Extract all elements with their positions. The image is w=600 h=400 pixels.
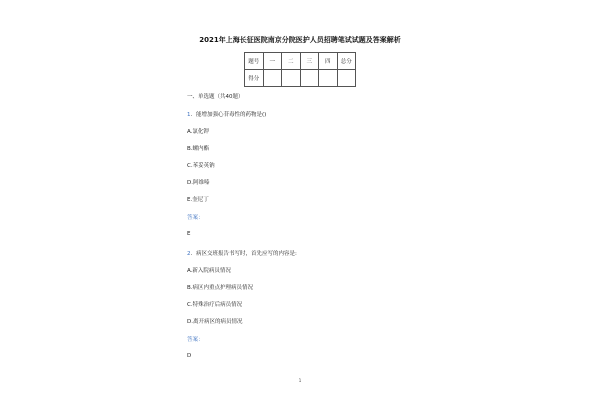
question-2-option-c: C.特殊治疗后病员情况	[187, 302, 243, 308]
question-1-option-d: D.阿维嗪	[187, 180, 210, 186]
question-1-option-a: A.氯化钾	[187, 129, 209, 135]
question-2-option-a: A.新入院病员情况	[187, 268, 231, 274]
score-table-header-cell: 三	[300, 53, 319, 70]
score-table-empty-cell	[337, 70, 356, 87]
score-table-empty-cell	[319, 70, 338, 87]
question-text: ．能增加强心苷毒性的药物是()	[190, 112, 267, 118]
page-number: 1	[298, 378, 302, 383]
question-1-stem	[187, 110, 266, 118]
question-2-answer: D	[187, 353, 192, 359]
score-table-header-cell: 四	[319, 53, 338, 70]
question-1-option-e: E.奎尼丁	[187, 197, 209, 203]
question-2-option-b: B.病区内重点护理病员情况	[187, 285, 254, 291]
section-heading: 一、单选题（共40题）	[187, 94, 244, 100]
score-table-header-cell: 题号	[245, 53, 264, 70]
question-2-stem	[187, 249, 297, 257]
score-table-empty-cell	[282, 70, 301, 87]
question-text: ．病区交班报告书写时，首先应写的内容是:	[190, 251, 297, 257]
question-2-answer-label: 答案：	[187, 337, 204, 343]
question-number: 2	[187, 251, 191, 257]
question-number: 1	[187, 112, 191, 118]
score-table-empty-cell	[300, 70, 319, 87]
score-table	[244, 52, 356, 87]
question-1-option-b: B.螺内酯	[187, 146, 210, 152]
page-title: 2021年上海长征医院南京分院医护人员招聘笔试试题及答案解析	[199, 36, 401, 44]
question-1-option-c: C.苯妥英钠	[187, 163, 215, 169]
score-table-header-cell: 一	[263, 53, 282, 70]
score-table-row-label: 得分	[245, 70, 264, 87]
question-1-answer: E	[187, 231, 191, 237]
score-table-header-cell: 二	[282, 53, 301, 70]
score-table-header-cell: 总分	[337, 53, 356, 70]
score-table-header-row	[245, 53, 356, 70]
score-table-score-row	[245, 70, 356, 87]
score-table-empty-cell	[263, 70, 282, 87]
question-2-option-d: D.离开病区的病员情况	[187, 319, 243, 325]
question-1-answer-label: 答案：	[187, 215, 204, 221]
